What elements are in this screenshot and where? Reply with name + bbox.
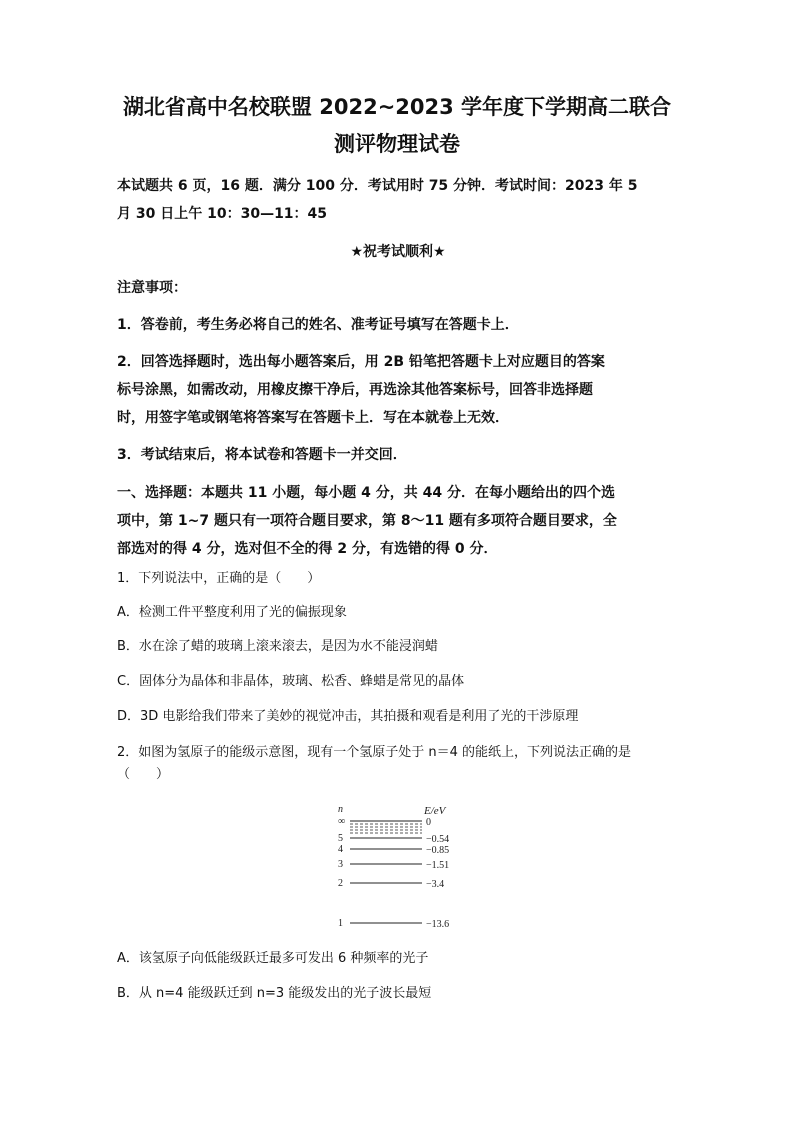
level-n-label: 2	[338, 878, 343, 889]
level-n-label: ∞	[338, 816, 346, 827]
notes-heading: 注意事项：	[117, 280, 187, 296]
level-n-label: 3	[338, 859, 343, 870]
note-item-2-line1: 2．回答选择题时，选出每小题答案后，用 2B 铅笔把答题卡上对应题目的答案	[117, 354, 605, 370]
exam-title-line2: 测评物理试卷	[334, 132, 460, 156]
q1-option-b: B．水在涂了蜡的玻璃上滚来滚去，是因为水不能浸润蜡	[117, 639, 438, 654]
q2-stem-line2: （ ）	[117, 767, 170, 782]
note-item-2-line2: 标号涂黑，如需改动，用橡皮擦干净后，再选涂其他答案标号，回答非选择题	[117, 382, 593, 398]
q1-stem: 1．下列说法中，正确的是（ ）	[117, 571, 321, 586]
section1-intro-line2: 项中，第 1~7 题只有一项符合题目要求，第 8～11 题有多项符合题目要求，全	[117, 513, 617, 529]
level-energy-label: −13.6	[426, 919, 450, 930]
q2-stem-line1: 2．如图为氢原子的能级示意图，现有一个氢原子处于 n＝4 的能纸上，下列说法正确的是	[117, 745, 632, 760]
level-n-label: 4	[338, 844, 343, 855]
exam-title-line1: 湖北省高中名校联盟 2022~2023 学年度下学期高二联合	[122, 95, 672, 119]
q1-option-a: A．检测工件平整度利用了光的偏振现象	[117, 605, 347, 620]
note-item-1: 1．答卷前，考生务必将自己的姓名、准考证号填写在答题卡上．	[117, 317, 519, 333]
blessing: ★祝考试顺利★	[350, 244, 446, 260]
section1-intro-line3: 部选对的得 4 分，选对但不全的得 2 分，有选错的得 0 分．	[117, 541, 498, 557]
section1-intro-line1: 一、选择题：本题共 11 小题，每小题 4 分，共 44 分．在每小题给出的四个选	[117, 485, 615, 501]
exam-intro-line2: 月 30 日上午 10：30—11：45	[117, 206, 328, 222]
energy-level-diagram	[300, 800, 500, 930]
level-energy-label: −1.51	[426, 860, 450, 871]
exam-intro-line1: 本试题共 6 页，16 题．满分 100 分．考试用时 75 分钟．考试时间：2023 年 5	[117, 178, 638, 194]
level-energy-label: −0.54	[426, 834, 450, 845]
level-n-label: 5	[338, 833, 343, 844]
level-energy-label: 0	[426, 817, 431, 828]
note-item-3: 3．考试结束后，将本试卷和答题卡一并交回．	[117, 447, 407, 463]
note-item-2-line3: 时，用签字笔或钢笔将答案写在答题卡上．写在本就卷上无效．	[117, 410, 509, 426]
q1-option-c: C．固体分为晶体和非晶体，玻璃、松香、蜂蜡是常见的晶体	[117, 674, 465, 689]
level-n-label: 1	[338, 918, 343, 929]
level-energy-label: −3.4	[426, 879, 445, 890]
q2-option-a: A．该氢原子向低能级跃迁最多可发出 6 种频率的光子	[117, 951, 429, 966]
q1-option-d: D．3D 电影给我们带来了美妙的视觉冲击，其拍摄和观看是利用了光的干涉原理	[117, 709, 579, 724]
q2-option-b: B．从 n=4 能级跃迁到 n=3 能级发出的光子波长最短	[117, 986, 432, 1001]
fig-n-header: n	[338, 804, 343, 815]
level-energy-label: −0.85	[426, 845, 450, 856]
fig-e-header: E/eV	[424, 805, 446, 817]
